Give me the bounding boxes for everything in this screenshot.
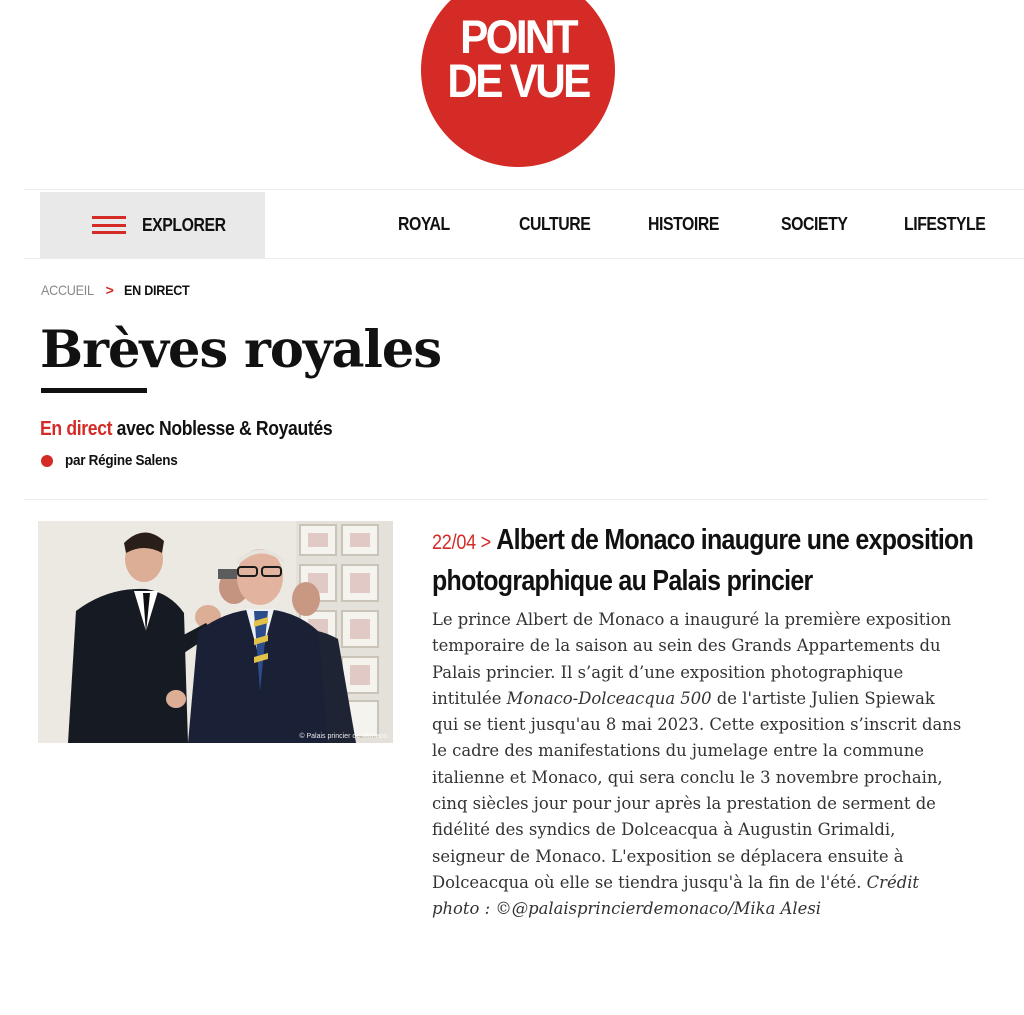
live-dot-icon [41, 455, 53, 467]
main-nav [24, 189, 1024, 259]
nav-item-histoire[interactable]: HISTOIRE [648, 214, 720, 234]
explorer-button[interactable] [40, 192, 265, 258]
article-body-part-1: Le prince Albert de Monaco a inauguré la première exposition temporaire de la saison au sein des Grands Appartements du Palais princier. Il s’agit d’une exposition photographique intitulée [432, 610, 952, 708]
title-underline [41, 388, 147, 393]
breadcrumb [41, 282, 197, 298]
logo-text [431, 10, 606, 107]
article-photo[interactable] [38, 521, 393, 743]
article-body [432, 607, 962, 923]
article-photo-illustration [38, 521, 393, 743]
article-date: 22/04 > [432, 531, 491, 554]
breadcrumb-current: EN DIRECT [123, 282, 190, 298]
nav-item-royal[interactable]: ROYAL [398, 214, 450, 234]
breadcrumb-chevron-icon: > [105, 282, 114, 298]
hamburger-icon [92, 216, 126, 234]
nav-item-lifestyle[interactable]: LIFESTYLE [904, 214, 986, 234]
author-name[interactable]: par Régine Salens [65, 452, 178, 469]
photo-credit: © Palais princier de Monaco [299, 733, 387, 740]
logo-line-1: POINT [460, 10, 576, 63]
article-headline-text: Albert de Monaco inaugure une exposition photographique au Palais princier [432, 524, 974, 597]
article-body-part-2: de l'artiste Julien Spiewak qui se tient jusqu'au 8 mai 2023. Cette exposition s’inscrit dans le cadre des manifestations du jumelage entre la commune italienne et Monaco, qui sera conclu le 3 novembre prochain, cinq siècles jour pour jour après la prestation de serment de fidélité des syndics de Dolceacqua à Augustin Grimaldi, seigneur de Monaco. L'exposition se déplacera ensuite à Dolceacqua où elle se tiendra jusqu'à la fin de l'été. [432, 688, 962, 892]
breadcrumb-home-link[interactable]: ACCUEIL [41, 282, 94, 298]
logo-line-2: DE VUE [447, 54, 589, 107]
live-label: En direct [40, 418, 113, 440]
article-headline[interactable] [432, 521, 992, 600]
article-photo-credit: Crédit photo : ©@palaisprincierdemonaco/Mika Alesi [432, 872, 920, 919]
live-rest: avec Noblesse & Royautés [112, 418, 333, 440]
live-subtitle [40, 418, 332, 441]
author-line [41, 452, 190, 469]
article-exhibition-title: Monaco-Dolceacqua 500 [506, 688, 712, 708]
site-logo[interactable] [421, 0, 615, 167]
nav-item-culture[interactable]: CULTURE [519, 214, 591, 234]
explorer-label: EXPLORER [142, 214, 226, 235]
divider [24, 499, 988, 500]
page-title: Brèves royales [40, 320, 442, 380]
nav-item-society[interactable]: SOCIETY [781, 214, 848, 234]
